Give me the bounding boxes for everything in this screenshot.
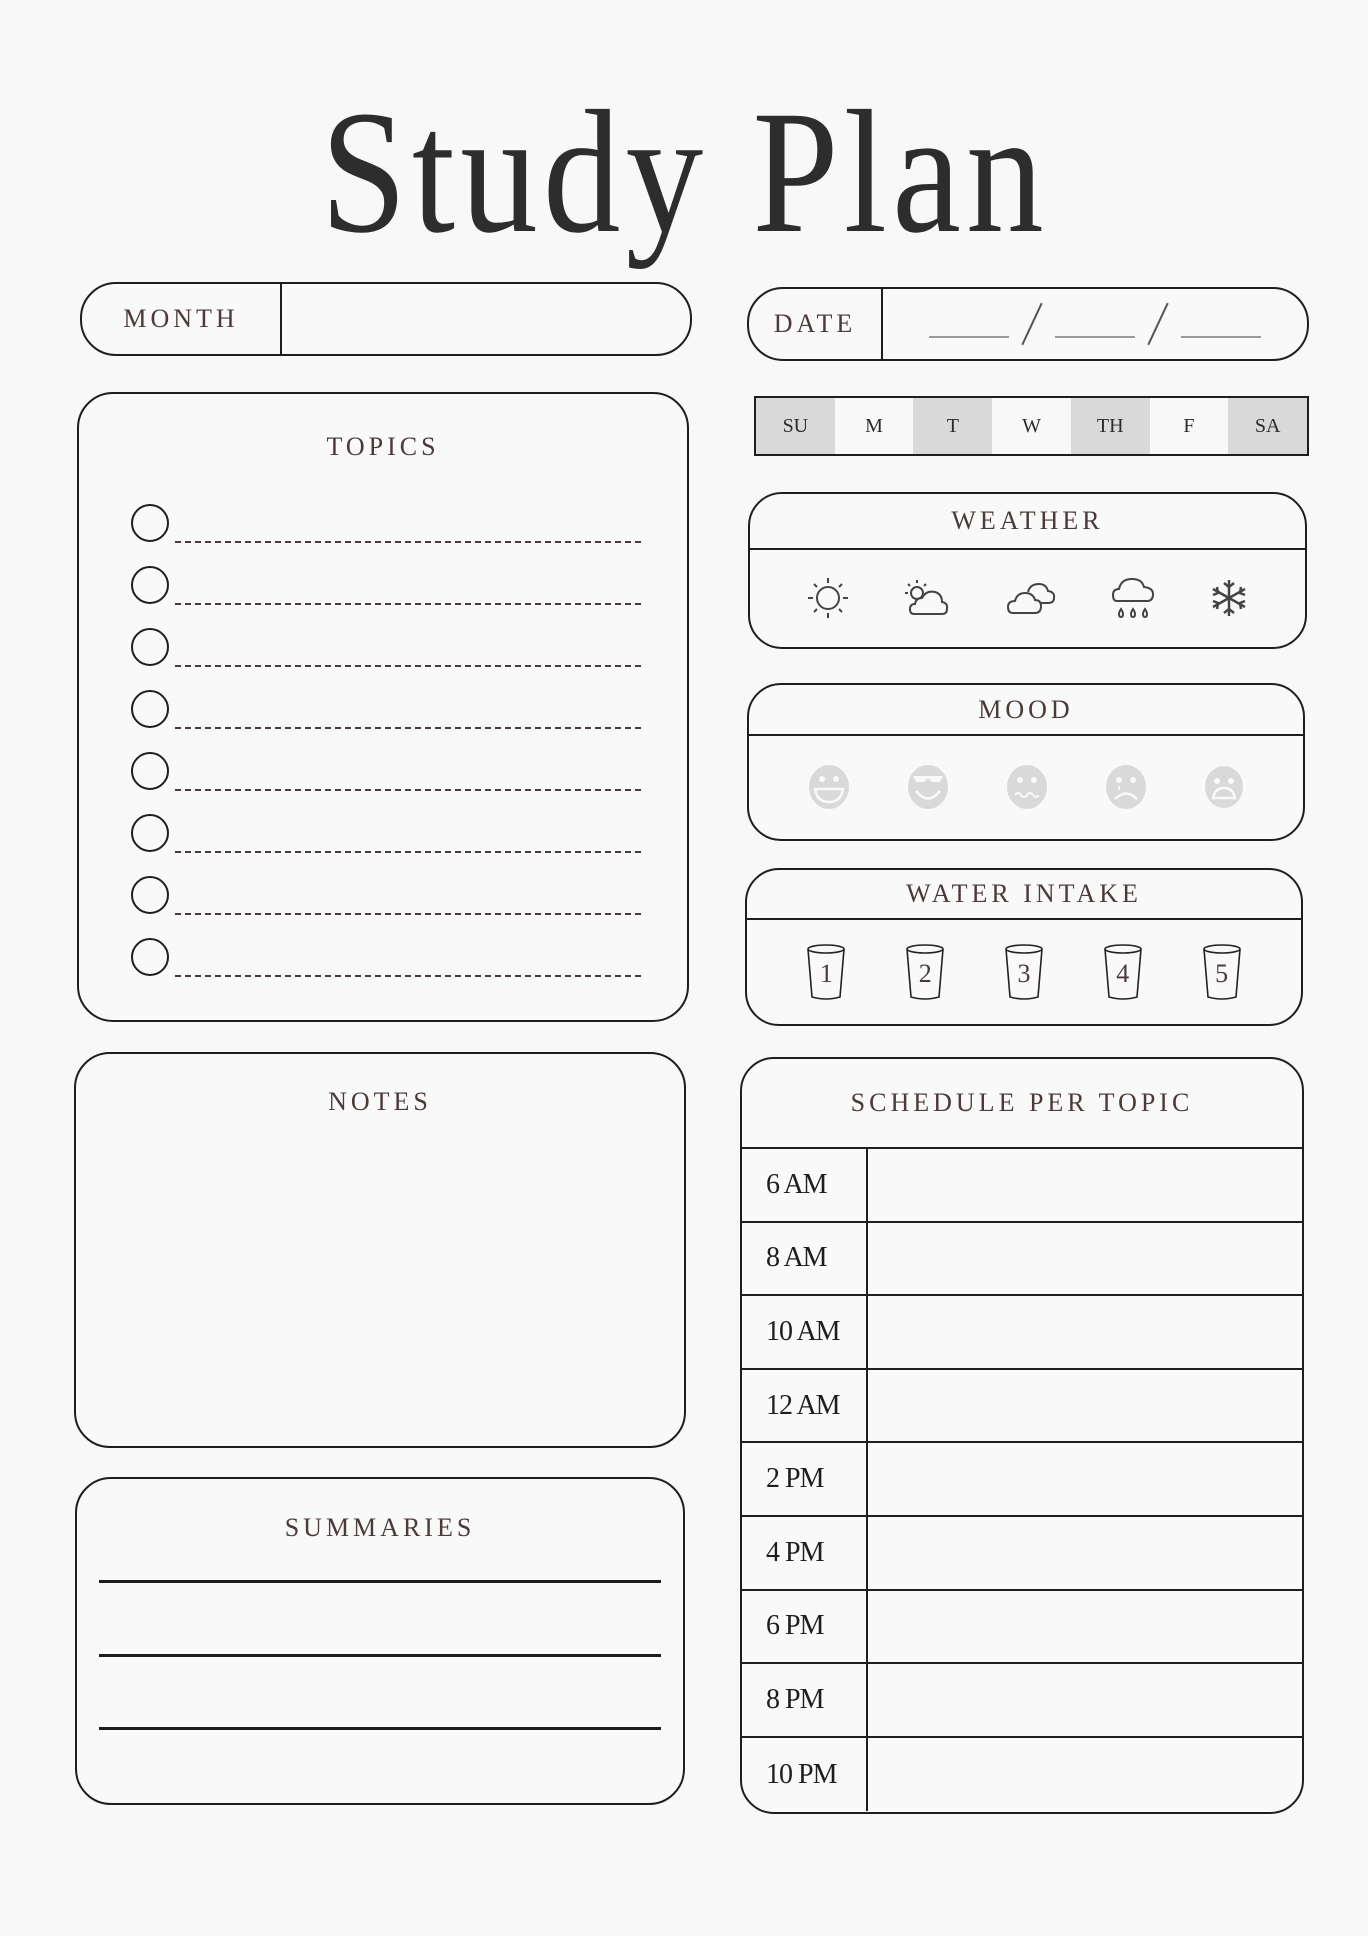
schedule-entry[interactable] — [868, 1223, 1302, 1295]
topic-line[interactable] — [175, 603, 641, 605]
mood-panel — [747, 683, 1305, 841]
day-wednesday[interactable]: W — [1022, 414, 1041, 437]
time-label: 4 PM — [742, 1517, 868, 1589]
schedule-entry[interactable] — [868, 1738, 1302, 1812]
schedule-row — [742, 1370, 1302, 1444]
water-cup-icon[interactable] — [1101, 943, 1145, 1001]
topics-panel — [77, 392, 689, 1022]
date-label: DATE — [749, 289, 883, 359]
checkbox-circle-icon[interactable] — [131, 690, 169, 728]
topics-heading: TOPICS — [326, 432, 440, 461]
summary-line[interactable] — [99, 1654, 661, 1657]
mood-heading: MOOD — [749, 685, 1303, 736]
time-label: 8 PM — [742, 1664, 868, 1736]
month-field[interactable] — [80, 282, 692, 356]
water-intake-heading: WATER INTAKE — [747, 870, 1301, 920]
queasy-face-icon[interactable] — [1005, 764, 1049, 810]
schedule-entry[interactable] — [868, 1664, 1302, 1736]
checkbox-circle-icon[interactable] — [131, 566, 169, 604]
date-input[interactable] — [883, 289, 1307, 359]
water-cup-icon[interactable] — [903, 943, 947, 1001]
month-label: MONTH — [82, 284, 282, 354]
cloudy-icon[interactable] — [1006, 578, 1058, 618]
topic-line[interactable] — [175, 541, 641, 543]
topic-item[interactable] — [131, 690, 641, 734]
topic-item[interactable] — [131, 504, 641, 548]
date-year-blank[interactable] — [1181, 336, 1261, 338]
water-intake-panel — [745, 868, 1303, 1026]
time-label: 10 PM — [742, 1738, 868, 1812]
rain-icon[interactable] — [1111, 576, 1157, 620]
shocked-sad-face-icon[interactable] — [1203, 765, 1245, 809]
day-monday[interactable]: M — [865, 414, 883, 437]
summary-line[interactable] — [99, 1580, 661, 1583]
topic-item[interactable] — [131, 814, 641, 858]
schedule-entry[interactable] — [868, 1370, 1302, 1442]
checkbox-circle-icon[interactable] — [131, 504, 169, 542]
schedule-row — [742, 1296, 1302, 1370]
month-input[interactable] — [282, 284, 690, 354]
date-separator — [1147, 303, 1168, 346]
topic-line[interactable] — [175, 851, 641, 853]
weather-heading: WEATHER — [750, 494, 1305, 550]
cup-number: 1 — [819, 959, 833, 988]
day-tuesday[interactable]: T — [913, 398, 992, 454]
schedule-row — [742, 1223, 1302, 1297]
schedule-row — [742, 1591, 1302, 1665]
checkbox-circle-icon[interactable] — [131, 876, 169, 914]
sun-icon[interactable] — [806, 576, 850, 620]
topic-line[interactable] — [175, 913, 641, 915]
schedule-entry[interactable] — [868, 1517, 1302, 1589]
sunglasses-face-icon[interactable] — [906, 764, 950, 810]
topic-item[interactable] — [131, 876, 641, 920]
day-saturday[interactable]: SA — [1228, 398, 1307, 454]
schedule-row — [742, 1443, 1302, 1517]
checkbox-circle-icon[interactable] — [131, 752, 169, 790]
time-label: 6 AM — [742, 1149, 868, 1221]
cup-number: 3 — [1017, 959, 1031, 988]
day-sunday[interactable]: SU — [756, 398, 835, 454]
weekday-selector — [754, 396, 1309, 456]
checkbox-circle-icon[interactable] — [131, 814, 169, 852]
cup-number: 5 — [1215, 959, 1229, 988]
schedule-heading: SCHEDULE PER TOPIC — [742, 1059, 1302, 1149]
summaries-panel — [75, 1477, 685, 1805]
day-thursday[interactable]: TH — [1071, 398, 1150, 454]
topic-item[interactable] — [131, 566, 641, 610]
date-month-blank[interactable] — [1055, 336, 1135, 338]
date-field[interactable] — [747, 287, 1309, 361]
time-label: 6 PM — [742, 1591, 868, 1663]
weather-panel — [748, 492, 1307, 649]
date-separator — [1021, 303, 1042, 346]
checkbox-circle-icon[interactable] — [131, 628, 169, 666]
time-label: 2 PM — [742, 1443, 868, 1515]
weather-options — [750, 550, 1305, 646]
snowflake-icon[interactable] — [1209, 578, 1249, 618]
schedule-row — [742, 1149, 1302, 1223]
water-cup-icon[interactable] — [1002, 943, 1046, 1001]
schedule-row — [742, 1738, 1302, 1812]
schedule-entry[interactable] — [868, 1591, 1302, 1663]
cup-number: 4 — [1116, 959, 1130, 988]
topic-item[interactable] — [131, 628, 641, 672]
topic-item[interactable] — [131, 938, 641, 982]
notes-panel[interactable] — [74, 1052, 686, 1448]
water-cups — [747, 920, 1301, 1024]
notes-heading: NOTES — [328, 1087, 432, 1116]
mood-options — [749, 736, 1303, 838]
schedule-row — [742, 1517, 1302, 1591]
schedule-entry[interactable] — [868, 1296, 1302, 1368]
time-label: 12 AM — [742, 1370, 868, 1442]
page-title: Study Plan — [320, 75, 1049, 270]
topic-line[interactable] — [175, 665, 641, 667]
laughing-face-icon[interactable] — [807, 764, 851, 810]
time-label: 10 AM — [742, 1296, 868, 1368]
summaries-heading: SUMMARIES — [284, 1513, 476, 1542]
schedule-entry[interactable] — [868, 1443, 1302, 1515]
day-friday[interactable]: F — [1183, 414, 1195, 437]
schedule-entry[interactable] — [868, 1149, 1302, 1221]
cup-number: 2 — [918, 959, 932, 988]
topic-line[interactable] — [175, 975, 641, 977]
topic-line[interactable] — [175, 789, 641, 791]
schedule-row — [742, 1664, 1302, 1738]
topic-line[interactable] — [175, 727, 641, 729]
topic-item[interactable] — [131, 752, 641, 796]
date-day-blank[interactable] — [929, 336, 1009, 338]
water-cup-icon[interactable] — [804, 943, 848, 1001]
checkbox-circle-icon[interactable] — [131, 938, 169, 976]
crying-face-icon[interactable] — [1104, 764, 1148, 810]
schedule-panel — [740, 1057, 1304, 1814]
time-label: 8 AM — [742, 1223, 868, 1295]
partly-cloudy-icon[interactable] — [902, 576, 954, 620]
summary-line[interactable] — [99, 1727, 661, 1730]
water-cup-icon[interactable] — [1200, 943, 1244, 1001]
